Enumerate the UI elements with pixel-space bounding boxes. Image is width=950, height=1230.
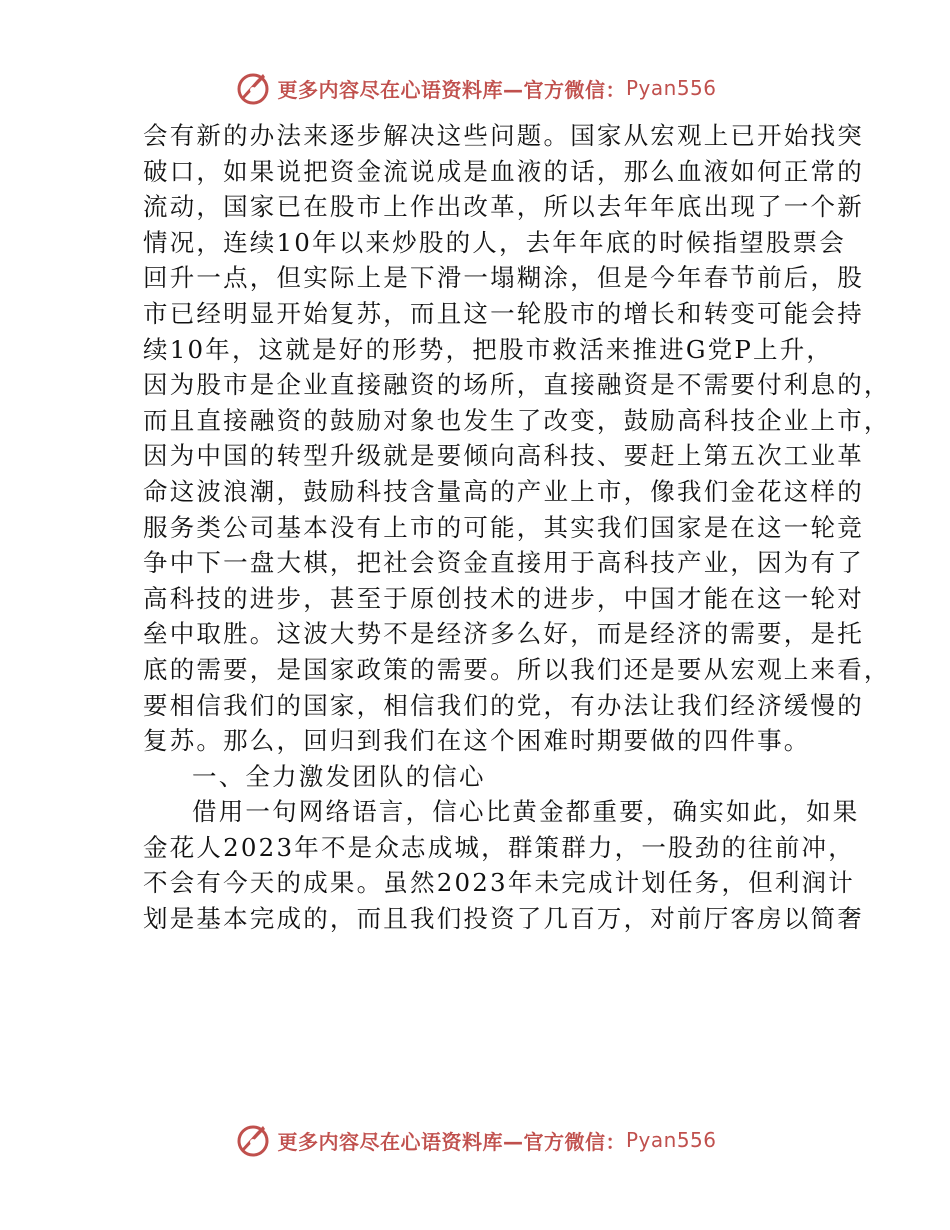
footer-watermark	[0, 1118, 950, 1162]
body-line: 服务类公司基本没有上市的可能，其实我们国家是在这一轮竞	[143, 512, 864, 542]
section-line: 不会有今天的成果。虽然2023年未完成计划任务，但利润计	[143, 868, 855, 898]
body-line: 会有新的办法来逐步解决这些问题。国家从宏观上已开始找突	[143, 121, 864, 150]
body-line: 破口，如果说把资金流说成是血液的话，那么血液如何正常的	[143, 156, 864, 186]
body-line: 市已经明显开始复苏，而且这一轮股市的增长和转变可能会持	[143, 298, 864, 328]
watermark-text: 更多内容尽在心语资料库—官方微信：	[277, 1129, 626, 1154]
document-body	[143, 118, 891, 937]
body-line: 因为股市是企业直接融资的场所，直接融资是不需要付利息的，	[143, 370, 891, 400]
quill-seal-icon	[233, 1120, 273, 1160]
quill-seal-icon	[233, 68, 273, 108]
section-line: 借用一句网络语言，信心比黄金都重要，确实如此，如果	[192, 797, 860, 827]
wechat-id: Pyan556	[625, 76, 717, 100]
body-line: 流动，国家已在股市上作出改革，所以去年年底出现了一个新	[143, 192, 864, 222]
body-line: 回升一点，但实际上是下滑一塌糊涂，但是今年春节前后，股	[143, 263, 864, 293]
body-line: 而且直接融资的鼓励对象也发生了改变，鼓励高科技企业上市，	[143, 405, 891, 435]
body-line: 底的需要，是国家政策的需要。所以我们还是要从宏观上来看，	[143, 654, 891, 684]
watermark-text: 更多内容尽在心语资料库—官方微信：	[277, 77, 626, 102]
body-line: 命这波浪潮，鼓励科技含量高的产业上市，像我们金花这样的	[143, 476, 864, 506]
wechat-id: Pyan556	[625, 1128, 717, 1152]
section-heading: 一、全力激发团队的信心	[192, 761, 486, 791]
header-watermark	[0, 66, 950, 110]
body-line: 垒中取胜。这波大势不是经济多么好，而是经济的需要，是托	[143, 619, 864, 649]
section-line: 划是基本完成的，而且我们投资了几百万，对前厅客房以简奢	[143, 904, 864, 934]
section-line: 金花人2023年不是众志成城，群策群力，一股劲的往前冲，	[143, 832, 855, 862]
body-line: 高科技的进步，甚至于原创技术的进步，中国才能在这一轮对	[143, 583, 864, 613]
body-line: 争中下一盘大棋，把社会资金直接用于高科技产业，因为有了	[143, 548, 864, 578]
body-line: 复苏。那么，回归到我们在这个困难时期要做的四件事。	[143, 726, 811, 756]
body-line: 因为中国的转型升级就是要倾向高科技、要赶上第五次工业革	[143, 441, 864, 471]
body-line: 情况，连续10年以来炒股的人，去年年底的时候指望股票会	[143, 227, 847, 257]
body-line: 续10年，这就是好的形势，把股市救活来推进G党P上升，	[143, 334, 834, 364]
body-line: 要相信我们的国家，相信我们的党，有办法让我们经济缓慢的	[143, 690, 864, 720]
